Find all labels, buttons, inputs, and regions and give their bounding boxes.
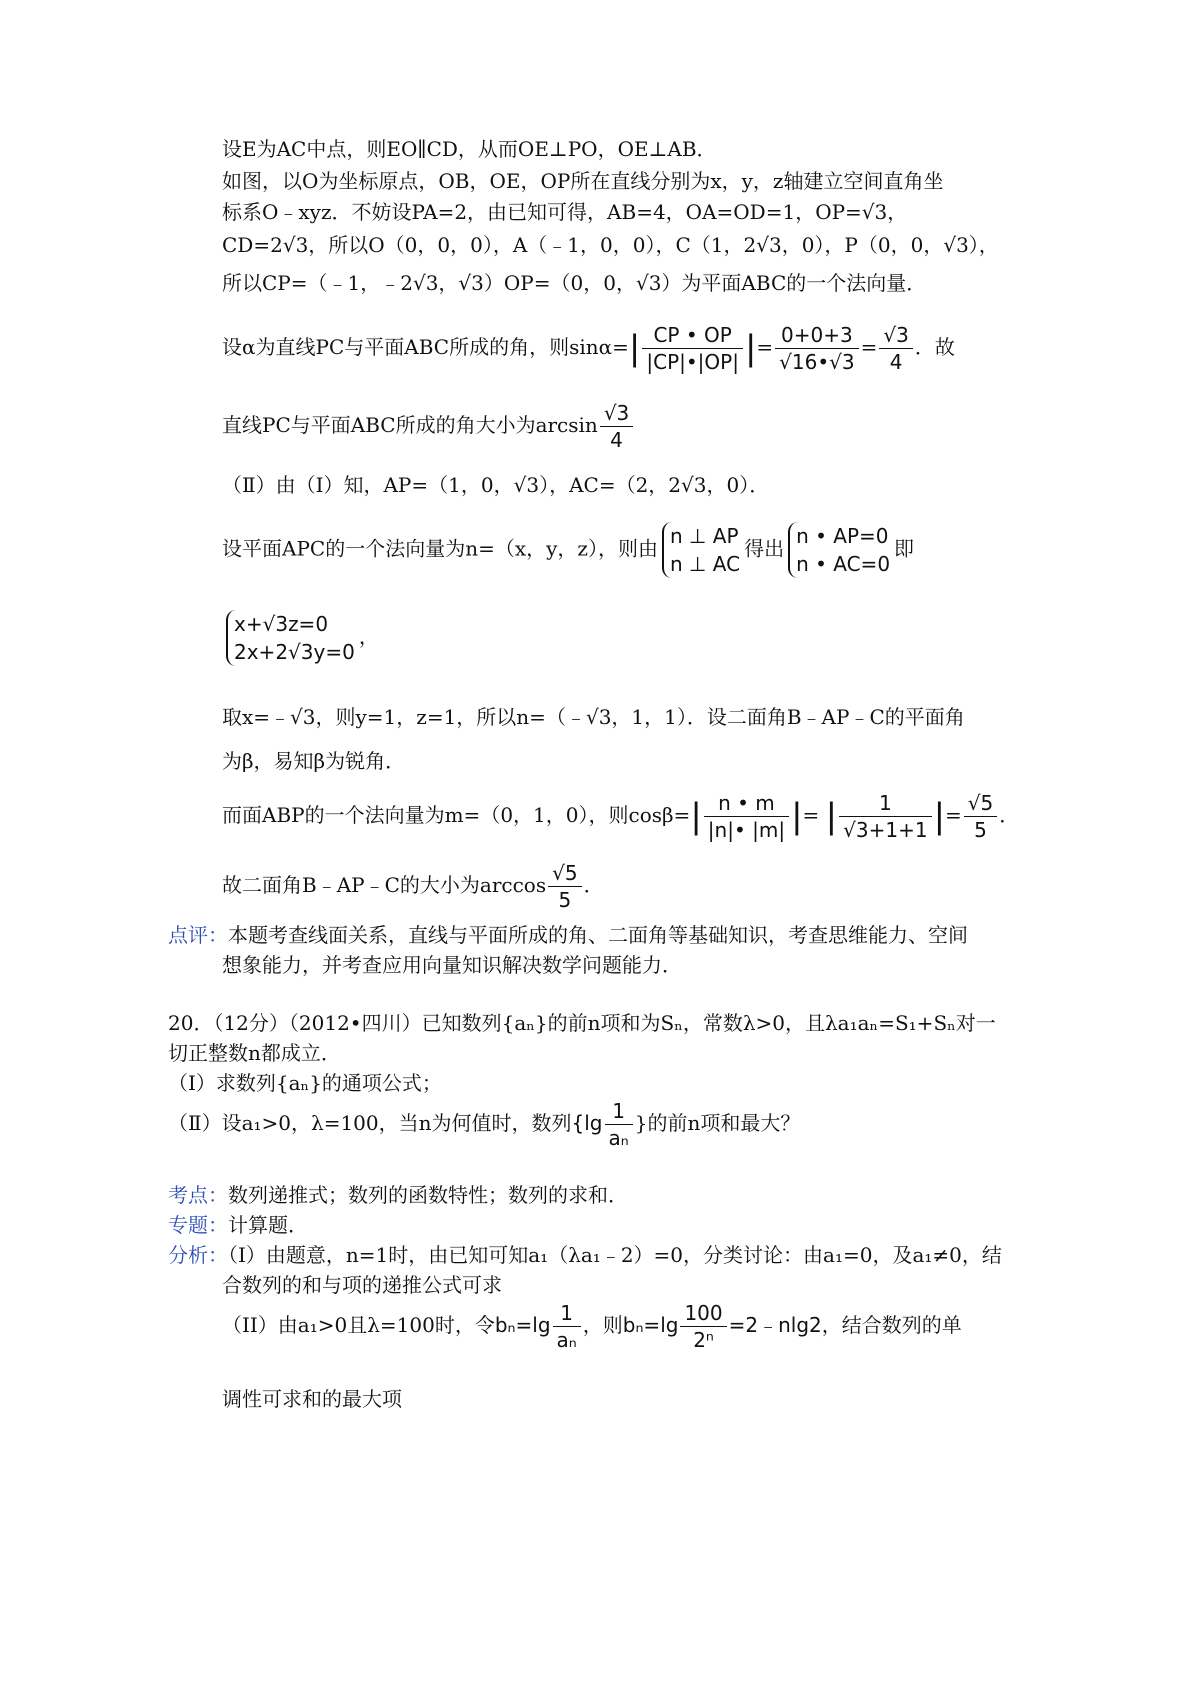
fraction-denominator: aₙ [608, 1126, 629, 1150]
fenxi-line [168, 1242, 1002, 1268]
system-line [222, 610, 379, 666]
fraction-numerator: 1 [605, 1098, 633, 1125]
text-line: 所以CP=（﹣1，﹣2√3，√3）OP=（0，0，√3）为平面ABC的一个法向量． [222, 271, 927, 295]
fraction-numerator: CP • OP [642, 322, 743, 349]
text: ．故 [914, 335, 955, 359]
fraction-numerator: 1 [839, 790, 931, 817]
question-line: 切正整数n都成立． [168, 1041, 341, 1065]
text: =2﹣nlg2，结合数列的单 [728, 1313, 962, 1337]
fraction-numerator: 0+0+3 [775, 322, 858, 349]
fraction-denominator: 5 [974, 818, 987, 842]
fraction-numerator: 100 [680, 1300, 726, 1327]
fenxi-label: 分析： [168, 1243, 228, 1267]
text: 设α为直线PC与平面ABC所成的角，则sinα= [222, 335, 629, 359]
text: （II）由a₁>0且λ=100时，令 [222, 1313, 495, 1337]
equation: n ⊥ AP [669, 524, 739, 548]
text: 设平面APC的一个法向量为n=（x，y，z），则由 [222, 536, 658, 561]
text: 本题考查线面关系，直线与平面所成的角、二面角等基础知识，考查思维能力、空间 [228, 923, 968, 947]
equation-system [226, 610, 355, 666]
fraction-numerator: √3 [879, 322, 912, 349]
text: ， [358, 624, 379, 649]
text-line: 想象能力，并考查应用向量知识解决数学问题能力． [222, 953, 682, 977]
text-line: 取x=﹣√3，则y=1，z=1，所以n=（﹣√3，1，1）．设二面角B﹣AP﹣C的平面角 [222, 705, 965, 729]
fraction-denominator: |CP|•|OP| [646, 350, 739, 374]
text: bₙ=lg [622, 1313, 679, 1337]
fraction-denominator: aₙ [556, 1328, 577, 1352]
text-line: （Ⅱ）由（Ⅰ）知，AP=（1，0，√3），AC=（2，2√3，0）． [222, 473, 770, 497]
text: ，则 [582, 1313, 623, 1337]
fraction-denominator: 2ⁿ [693, 1328, 714, 1352]
question-line: 20．（12分）（2012•四川）已知数列{aₙ}的前n项和为Sₙ，常数λ>0，且λa₁aₙ=S₁+Sₙ对一 [168, 1011, 996, 1035]
cos-formula-line: 而面ABP的一个法向量为m=（0，1，0），则cosβ=| $\frac{n • m}{|n|• |m|}$ |= | $\frac{1}{√3+1+1}$ |= $\frac{√5}{5}$ ． [222, 791, 1020, 842]
arcsin-line [222, 400, 635, 453]
fraction-numerator: √3 [600, 400, 633, 427]
text: 即 [894, 536, 915, 561]
question-line [168, 1098, 800, 1151]
text: {lg [571, 1111, 603, 1135]
fraction-denominator: |n|• |m| [707, 818, 786, 842]
fraction-numerator: √5 [548, 860, 581, 887]
text: bₙ=lg [494, 1313, 551, 1337]
equation: 2x+2√3y=0 [234, 640, 355, 664]
text: 直线PC与平面ABC所成的角大小为arcsin [222, 413, 598, 437]
fraction-denominator: 5 [558, 888, 572, 912]
normal-vector-line [222, 522, 914, 578]
text-line: 设E为AC中点，则EO∥CD，从而OE⊥PO，OE⊥AB． [222, 137, 717, 161]
equation: x+√3z=0 [234, 612, 329, 636]
text: 计算题． [228, 1213, 308, 1237]
review-line [168, 922, 968, 948]
text: }的前n项和最大？ [634, 1111, 801, 1135]
arccos-line: 故二面角B﹣AP﹣C的大小为arccos $\frac{√5}{5}$ ． [222, 861, 604, 912]
text-line: 合数列的和与项的递推公式可求 [222, 1273, 502, 1297]
kaodian-line [168, 1182, 628, 1208]
text: 故二面角B﹣AP﹣C的大小为arccos [222, 873, 547, 897]
text-line: 调性可求和的最大项 [222, 1387, 402, 1411]
zhuanti-label: 专题： [168, 1213, 228, 1237]
equation: n • AP=0 [796, 524, 889, 548]
text: （I）由题意，n=1时，由已知可知a₁（λa₁﹣2）=0，分类讨论：由a₁=0，及a₁≠0，结 [228, 1243, 1002, 1267]
sin-formula-line: 设α为直线PC与平面ABC所成的角，则sinα=| $\frac{CP • OP}{|CP|•|OP|}$ |= $\frac{0+0+3}{√16•√3}$ = $\frac{√3}{4}$ ．故 [222, 323, 955, 374]
fraction-numerator: n • m [704, 790, 789, 817]
fraction-denominator: √16•√3 [779, 350, 855, 374]
text: 得出 [744, 536, 785, 561]
equation: n ⊥ AC [669, 552, 741, 576]
question-line: （Ⅰ）求数列{aₙ}的通项公式； [168, 1071, 442, 1095]
review-label: 点评： [168, 923, 228, 947]
fraction-numerator: √5 [964, 790, 997, 817]
text-line: CD=2√3，所以O（0，0，0），A（﹣1，0，0），C（1，2√3，0），P（0，0，√3）， [222, 233, 999, 257]
text: 而面ABP的一个法向量为m=（0，1，0），则cosβ= [222, 803, 691, 827]
equation-system [662, 522, 740, 578]
text-line: 标系O﹣xyz．不妨设PA=2，由已知可得，AB=4，OA=OD=1，OP=√3， [222, 200, 908, 224]
fraction-denominator: √3+1+1 [843, 818, 928, 842]
analysis-formula-line [222, 1300, 962, 1353]
text-line: 如图，以O为坐标原点，OB，OE，OP所在直线分别为x，y，z轴建立空间直角坐 [222, 169, 944, 193]
fraction-numerator: 1 [553, 1300, 581, 1327]
equation: n • AC=0 [796, 552, 891, 576]
text: （Ⅱ）设a₁>0，λ=100，当n为何值时，数列 [168, 1111, 572, 1135]
equation-system [788, 522, 890, 578]
fraction-denominator: 4 [889, 350, 903, 374]
kaodian-label: 考点： [168, 1183, 228, 1207]
zhuanti-line [168, 1212, 308, 1238]
text: 数列递推式；数列的函数特性；数列的求和． [228, 1183, 628, 1207]
fraction-denominator: 4 [610, 428, 623, 452]
text-line: 为β，易知β为锐角． [222, 749, 406, 773]
